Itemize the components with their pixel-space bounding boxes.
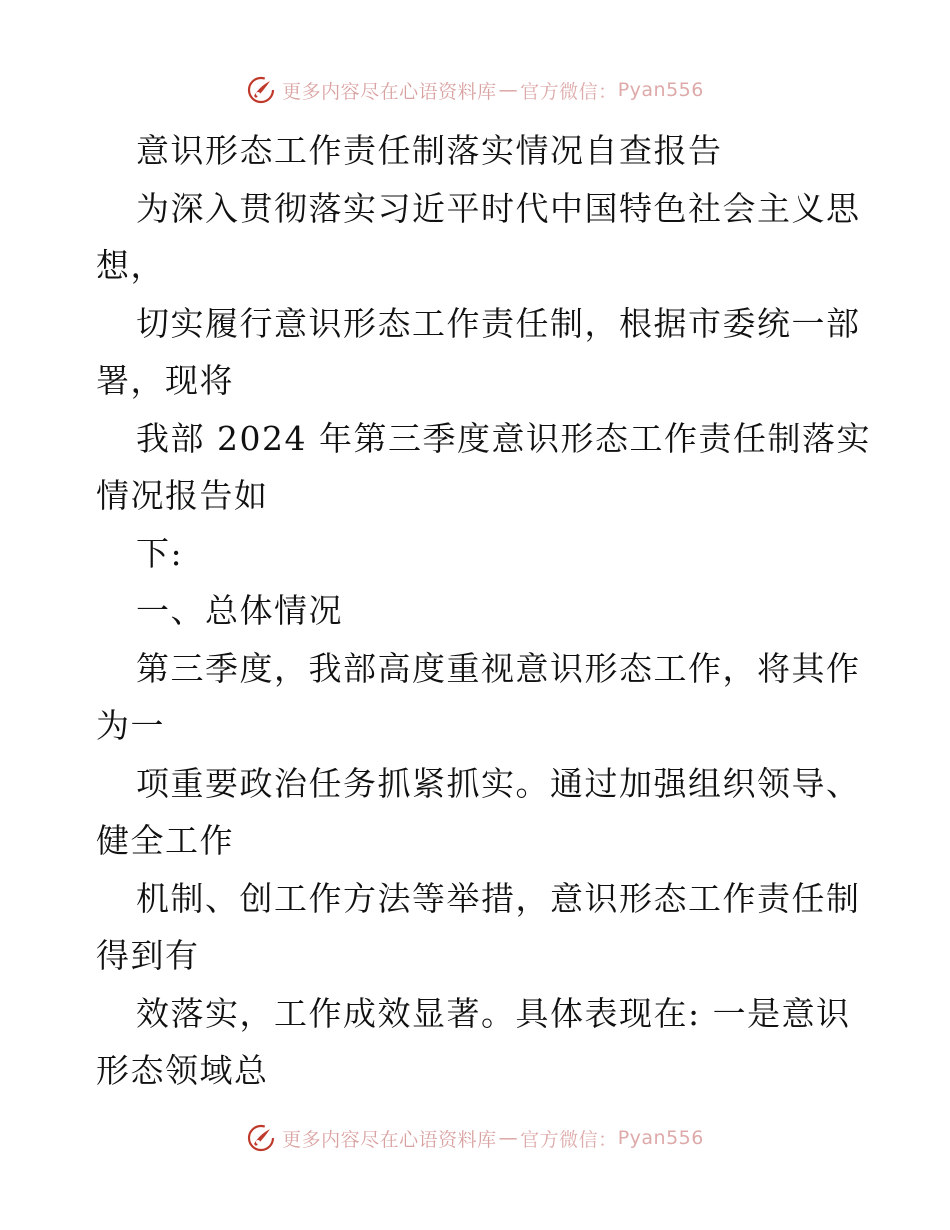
document-line: 情况报告如 — [96, 476, 269, 515]
document-line: 项重要政治任务抓紧抓实。通过加强组织领导、 — [136, 763, 861, 803]
document-line: 效落实，工作成效显著。具体表现在: 一是意识 — [136, 993, 851, 1033]
document-body — [96, 122, 871, 1100]
brush-logo-icon — [246, 75, 276, 105]
watermark-site-text: 更多内容尽在心语资料库 — [282, 80, 497, 103]
document-line: 一、总体情况 — [136, 591, 343, 630]
watermark-wechat-label: 官方微信： — [520, 1128, 618, 1151]
watermark-separator: — — [498, 79, 519, 101]
document-line: 健全工作 — [96, 821, 234, 860]
document-line: 机制、创工作方法等举措，意识形态工作责任制 — [136, 878, 861, 918]
watermark-wechat-id: Pyan556 — [617, 1127, 704, 1149]
document-line: 我部 2024 年第三季度意识形态工作责任制落实 — [136, 418, 871, 458]
document-line: 为深入贯彻落实习近平时代中国特色社会主义思 — [136, 188, 861, 228]
watermark-site-text: 更多内容尽在心语资料库 — [282, 1128, 497, 1151]
document-line: 为一 — [96, 706, 165, 745]
watermark-footer — [0, 1118, 950, 1158]
brush-logo-icon — [246, 1123, 276, 1153]
document-line: 切实履行意识形态工作责任制，根据市委统一部 — [136, 303, 861, 343]
watermark-wechat-id: Pyan556 — [617, 79, 704, 101]
watermark-wechat-label: 官方微信： — [520, 80, 618, 103]
document-line: 得到有 — [96, 936, 200, 975]
document-line: 意识形态工作责任制落实情况自查报告 — [136, 131, 723, 170]
document-line: 署，现将 — [96, 361, 234, 400]
watermark-header — [0, 70, 950, 110]
document-line: 想， — [96, 246, 165, 285]
document-line: 形态领域总 — [96, 1051, 269, 1090]
document-line: 下: — [136, 533, 184, 573]
document-line: 第三季度，我部高度重视意识形态工作，将其作 — [136, 648, 861, 688]
watermark-separator: — — [498, 1127, 519, 1149]
